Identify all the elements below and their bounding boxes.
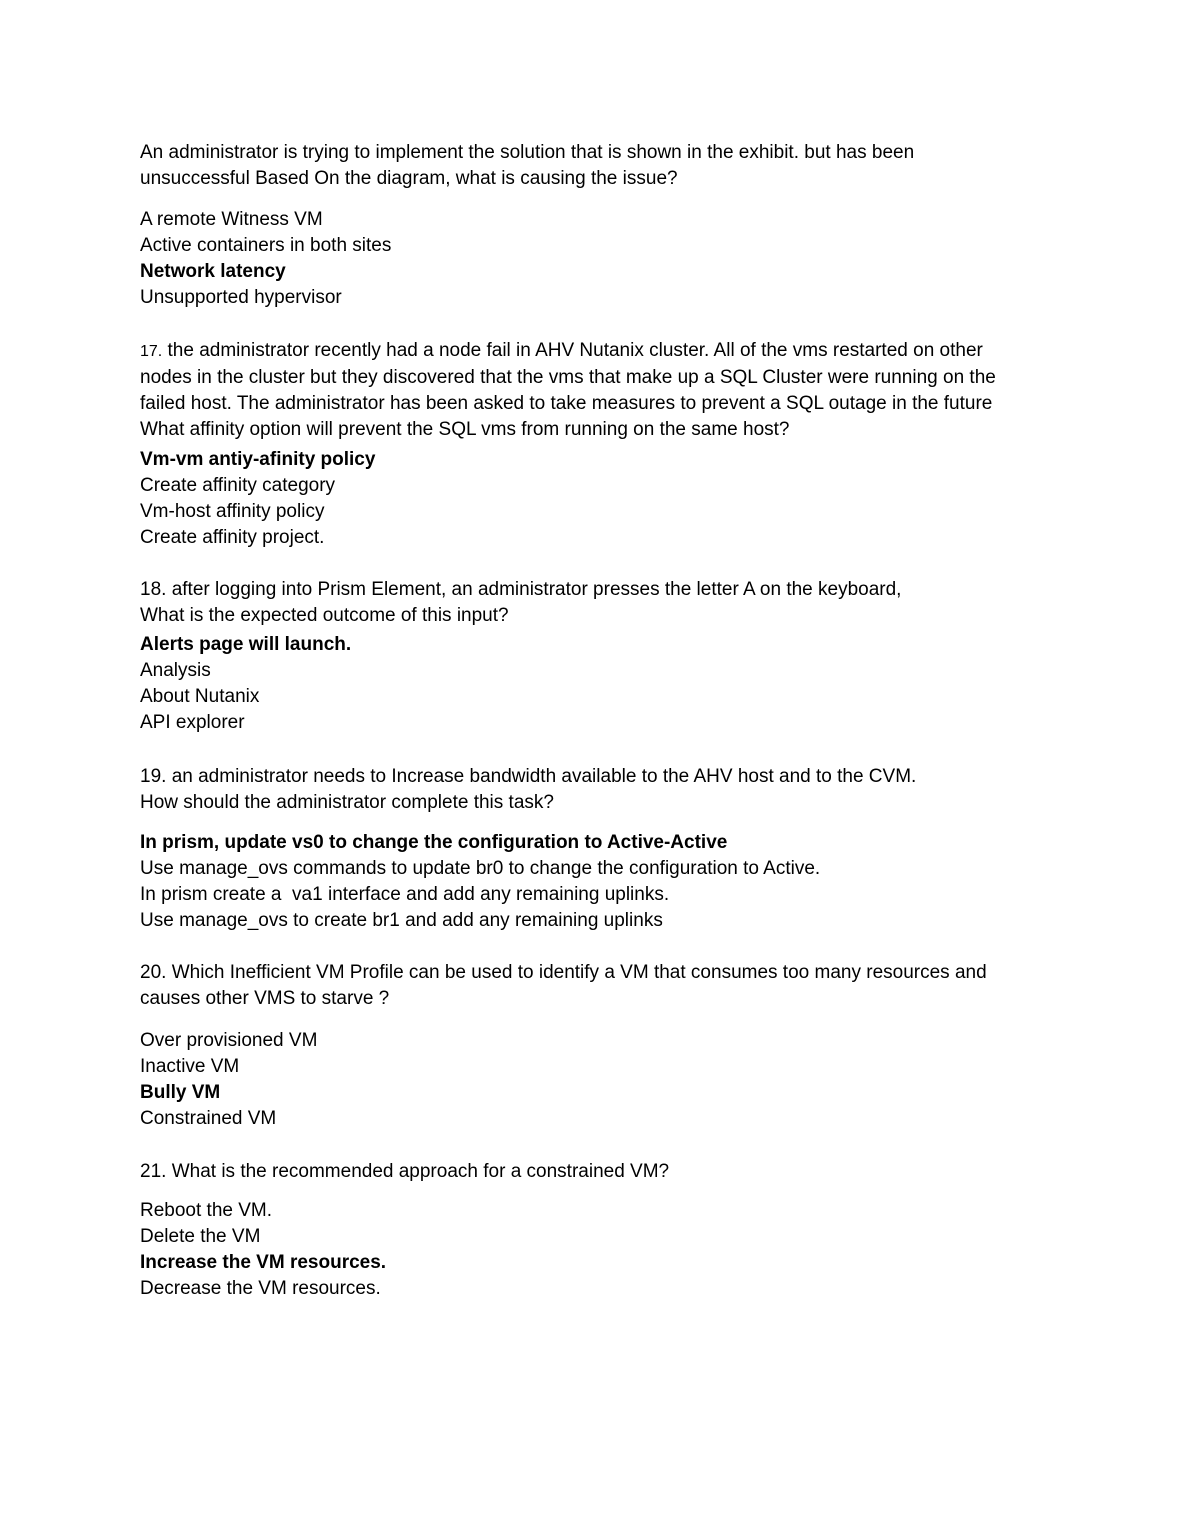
prompt-line: unsuccessful Based On the diagram, what is causing the issue? — [140, 168, 678, 189]
question-prompt — [140, 764, 1040, 816]
answer-option: Reboot the VM. — [140, 1200, 273, 1221]
prompt-line: What is the expected outcome of this input? — [140, 605, 509, 626]
prompt-line: 19. an administrator needs to Increase bandwidth available to the AHV host and to the CVM. — [140, 766, 917, 787]
answer-option: Vm-host affinity policy — [140, 501, 325, 522]
question-prompt — [140, 1159, 1040, 1185]
question-prompt — [140, 960, 1040, 1012]
answer-option: Inactive VM — [140, 1056, 240, 1077]
answer-option: Use manage_ovs to create br1 and add any remaining uplinks — [140, 910, 663, 931]
option-list — [140, 1198, 1040, 1302]
correct-answer-option: Vm-vm antiy-afinity policy — [140, 449, 376, 470]
question-block — [140, 338, 1040, 551]
question-prompt — [140, 140, 1040, 192]
option-list — [140, 830, 1040, 934]
answer-option: Use manage_ovs commands to update br0 to change the configuration to Active. — [140, 858, 821, 879]
prompt-line: nodes in the cluster but they discovered that the vms that make up a SQL Cluster were running on the — [140, 367, 996, 388]
answer-option: In prism create a va1 interface and add any remaining uplinks. — [140, 884, 670, 905]
question-number: 17. — [140, 343, 163, 360]
answer-option: Create affinity project. — [140, 527, 325, 548]
prompt-line: 18. after logging into Prism Element, an administrator presses the letter A on the keyboard, — [140, 579, 902, 600]
question-prompt — [140, 338, 1040, 443]
prompt-line: What affinity option will prevent the SQL vms from running on the same host? — [140, 419, 790, 440]
answer-option: Analysis — [140, 660, 211, 681]
question-block — [140, 1159, 1040, 1302]
prompt-text: the administrator recently had a node fail in AHV Nutanix cluster. All of the vms restarted on other — [162, 340, 983, 361]
correct-answer-option: Network latency — [140, 261, 286, 282]
prompt-line: 21. What is the recommended approach for a constrained VM? — [140, 1161, 670, 1182]
prompt-line: 20. Which Inefficient VM Profile can be used to identify a VM that consumes too many resources and — [140, 962, 987, 983]
prompt-line — [140, 338, 1040, 365]
option-list — [140, 207, 1040, 311]
prompt-line: causes other VMS to starve ? — [140, 988, 390, 1009]
correct-answer-option: Alerts page will launch. — [140, 634, 352, 655]
prompt-line: An administrator is trying to implement the solution that is shown in the exhibit. but has been — [140, 142, 915, 163]
answer-option: A remote Witness VM — [140, 209, 323, 230]
option-list — [140, 632, 1040, 736]
question-block — [140, 960, 1040, 1132]
correct-answer-option: In prism, update vs0 to change the configuration to Active-Active — [140, 832, 728, 853]
prompt-line: How should the administrator complete this task? — [140, 792, 554, 813]
answer-option: Over provisioned VM — [140, 1030, 318, 1051]
option-list — [140, 1028, 1040, 1132]
answer-option: Delete the VM — [140, 1226, 261, 1247]
correct-answer-option: Bully VM — [140, 1082, 221, 1103]
question-block — [140, 140, 1040, 311]
answer-option: Constrained VM — [140, 1108, 277, 1129]
question-prompt — [140, 577, 1040, 629]
answer-option: Active containers in both sites — [140, 235, 392, 256]
answer-option: Unsupported hypervisor — [140, 287, 342, 308]
option-list — [140, 447, 1040, 551]
prompt-line: failed host. The administrator has been asked to take measures to prevent a SQL outage in the future — [140, 393, 993, 414]
question-block — [140, 577, 1040, 736]
answer-option: API explorer — [140, 712, 245, 733]
correct-answer-option: Increase the VM resources. — [140, 1252, 387, 1273]
answer-option: Decrease the VM resources. — [140, 1278, 381, 1299]
question-block — [140, 764, 1040, 934]
answer-option: Create affinity category — [140, 475, 336, 496]
answer-option: About Nutanix — [140, 686, 260, 707]
